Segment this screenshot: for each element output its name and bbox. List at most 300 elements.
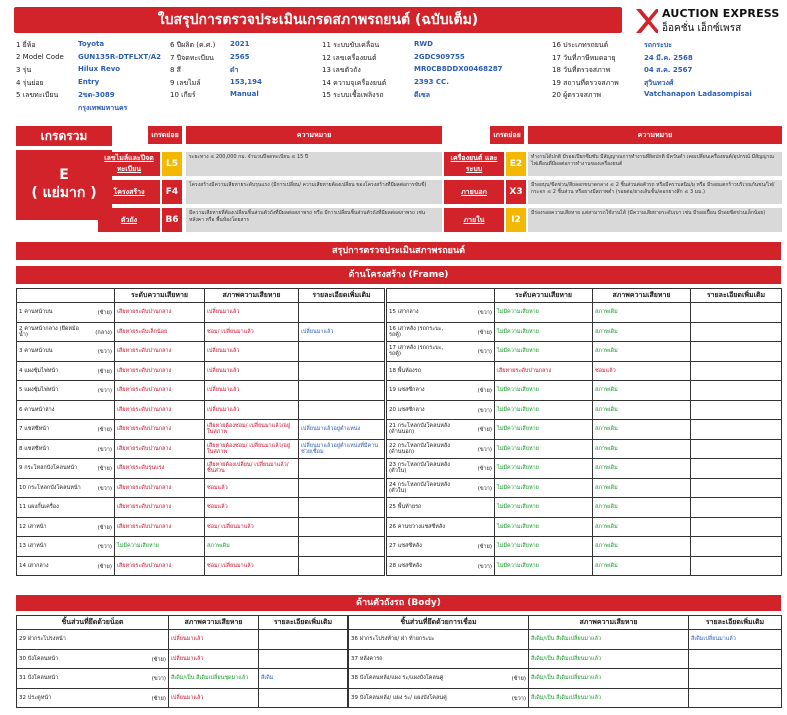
damage-condition: ซ่อม/ เปลี่ยนมาแล้ว bbox=[205, 517, 299, 537]
body-col-condition: สภาพความเสียหาย bbox=[529, 616, 689, 630]
table-row bbox=[387, 342, 782, 362]
info-row bbox=[552, 90, 784, 103]
part-name bbox=[387, 439, 495, 459]
damage-detail bbox=[299, 537, 385, 557]
grade-code-body: B6 bbox=[162, 208, 182, 232]
info-label: 19 สถานที่ตรวจสภาพ bbox=[552, 78, 619, 87]
frame-col-severity: ระดับความเสียหาย bbox=[495, 289, 593, 303]
damage-condition: เปลี่ยนมาแล้ว bbox=[169, 649, 259, 669]
damage-condition: สภาพเดิม bbox=[593, 303, 691, 323]
part-side: (ขวา) bbox=[97, 544, 112, 550]
info-value: กรุงเทพมหานคร bbox=[78, 103, 128, 112]
info-column-1 bbox=[16, 40, 166, 115]
part-name bbox=[387, 322, 495, 342]
part-label: 2 คานหน้ากลาง (ยึดหม้อน้ำ) bbox=[19, 325, 79, 338]
part-side: (ขวา) bbox=[97, 349, 112, 355]
table-row bbox=[387, 498, 782, 518]
meaning-header: ความหมาย bbox=[186, 126, 442, 144]
frame-col-part bbox=[387, 289, 495, 303]
damage-condition: สภาพเดิม bbox=[593, 478, 691, 498]
info-label: 11 ระบบขับเคลื่อน bbox=[322, 41, 380, 49]
body-table-right bbox=[348, 615, 782, 708]
part-label: 37 หลังคารถ bbox=[351, 655, 383, 662]
frame-col-severity: ระดับความเสียหาย bbox=[115, 289, 205, 303]
table-row bbox=[17, 498, 385, 518]
damage-severity: ไม่มีความเสียหาย bbox=[495, 400, 593, 420]
part-side: (ซ้าย) bbox=[477, 388, 492, 394]
frame-col-part bbox=[17, 289, 115, 303]
part-side: (ซ้าย) bbox=[477, 329, 492, 336]
damage-detail bbox=[299, 459, 385, 479]
part-label: 21 กระโหลกบังโคลนหลัง (ด้านนอก) bbox=[389, 423, 450, 436]
frame-col-detail: รายละเอียดเพิ่มเติม bbox=[691, 289, 782, 303]
logo-text-en: AUCTION EXPRESS bbox=[662, 7, 780, 20]
info-row bbox=[552, 40, 784, 53]
part-label: 7 แชสซีหน้า bbox=[19, 426, 50, 432]
table-row bbox=[349, 688, 782, 708]
damage-detail bbox=[259, 649, 348, 669]
part-label: 12 เสาหน้า bbox=[19, 523, 47, 530]
info-row bbox=[322, 90, 542, 103]
info-value: 2ขต-3089 bbox=[78, 91, 115, 99]
part-side: (ขวา) bbox=[477, 407, 492, 414]
damage-condition: ซ่อมแล้ว bbox=[205, 478, 299, 498]
part-name bbox=[387, 537, 495, 557]
damage-severity: ไม่มีความเสียหาย bbox=[495, 420, 593, 440]
part-label: 39 บังโคลนหลัง/ แผง ระ/ แผงบังโคลนคู่ bbox=[351, 694, 447, 701]
info-label: 2 Model Code bbox=[16, 52, 64, 61]
damage-condition: สีเดิม/เป็น สีเดิมเปลี่ยนมาแล้ว bbox=[529, 649, 689, 669]
table-row bbox=[387, 361, 782, 381]
part-name bbox=[387, 517, 495, 537]
damage-detail bbox=[691, 322, 782, 342]
table-row bbox=[17, 478, 385, 498]
part-name bbox=[349, 649, 529, 669]
info-value: สุวินทวงศ์ bbox=[644, 78, 674, 87]
damage-severity: ไม่มีความเสียหาย bbox=[495, 517, 593, 537]
grade-label-interior: ภายใน bbox=[444, 208, 504, 232]
damage-severity: เสียหายระดับปานกลาง bbox=[115, 439, 205, 459]
damage-condition: เปลี่ยนมาแล้ว bbox=[205, 303, 299, 323]
damage-severity: เสียหายระดับปานกลาง bbox=[115, 303, 205, 323]
info-label: 8 สี bbox=[170, 66, 181, 74]
info-value: MR0CB8DDX00468287 bbox=[414, 65, 503, 73]
damage-severity: เสียหายระดับปานกลาง bbox=[115, 517, 205, 537]
part-name bbox=[17, 669, 169, 689]
part-side: (ขวา) bbox=[477, 446, 492, 453]
sub-grade-header: เกรดย่อย bbox=[148, 126, 182, 144]
damage-condition: เปลี่ยนมาแล้ว bbox=[169, 688, 259, 708]
info-row bbox=[170, 78, 320, 91]
info-value: 04 ส.ค. 2567 bbox=[644, 66, 693, 74]
part-label: 22 กระโหลกบังโคลนหลัง (ด้านนอก) bbox=[389, 442, 450, 455]
info-column-4 bbox=[552, 40, 784, 103]
damage-detail bbox=[691, 537, 782, 557]
info-label: 15 ระบบเชื้อเพลิงรถ bbox=[322, 91, 384, 99]
table-row bbox=[17, 459, 385, 479]
table-row bbox=[17, 556, 385, 576]
summary-section-bar: สรุปการตรวจประเมินสภาพรถยนต์ bbox=[16, 242, 781, 260]
info-value: Manual bbox=[230, 90, 259, 98]
info-row bbox=[552, 65, 784, 78]
damage-severity: เสียหายระดับปานกลาง bbox=[115, 381, 205, 401]
part-name bbox=[17, 420, 115, 440]
damage-condition: ซ่อมแล้ว bbox=[205, 498, 299, 518]
damage-severity: เสียหายระดับรุนแรง bbox=[115, 459, 205, 479]
damage-severity: เสียหายระดับปานกลาง bbox=[115, 556, 205, 576]
part-side: (กลาง) bbox=[95, 329, 112, 336]
part-name bbox=[17, 381, 115, 401]
info-row bbox=[170, 65, 320, 78]
damage-detail bbox=[691, 342, 782, 362]
info-row bbox=[16, 40, 166, 53]
damage-detail: เปลี่ยนมาแล้วอยู่ตำแหน่ง bbox=[299, 420, 385, 440]
damage-detail bbox=[299, 303, 385, 323]
damage-detail bbox=[691, 498, 782, 518]
damage-condition: เสียหายต้องซ่อม/ เปลี่ยนมาแล้ว/อยู่ในสภาพ bbox=[205, 439, 299, 459]
damage-detail bbox=[259, 630, 348, 650]
body-col-part: ชิ้นส่วนที่ยึดด้วยการเชื่อม bbox=[349, 616, 529, 630]
part-name bbox=[17, 459, 115, 479]
damage-detail bbox=[689, 669, 782, 689]
info-value: 2GDC909755 bbox=[414, 52, 465, 61]
info-label: 9 เลขไมล์ bbox=[170, 78, 201, 87]
part-side: (ขวา) bbox=[151, 676, 166, 682]
info-row bbox=[16, 78, 166, 91]
grade-label-frame: โครงสร้าง bbox=[98, 180, 160, 204]
part-side: (ซ้าย) bbox=[97, 368, 112, 375]
part-side: (ซ้าย) bbox=[477, 466, 492, 472]
damage-detail bbox=[691, 381, 782, 401]
part-name bbox=[387, 400, 495, 420]
part-label: 25 พื้นท้ายรถ bbox=[389, 504, 422, 510]
table-row bbox=[17, 439, 385, 459]
table-row bbox=[349, 669, 782, 689]
part-name bbox=[17, 649, 169, 669]
part-side: (ขวา) bbox=[477, 349, 492, 355]
damage-detail bbox=[691, 517, 782, 537]
damage-condition: สภาพเดิม bbox=[593, 400, 691, 420]
damage-condition: เสียหายต้องซ่อม/ เปลี่ยนมาแล้ว/อยู่ในสภาพ bbox=[205, 420, 299, 440]
part-label: 15 เสากลาง bbox=[389, 309, 419, 315]
info-value: ดีเซล bbox=[414, 91, 430, 99]
info-column-2 bbox=[170, 40, 320, 103]
part-side: (ขวา) bbox=[97, 485, 112, 492]
info-row bbox=[170, 53, 320, 66]
part-name bbox=[17, 361, 115, 381]
damage-severity: เสียหายระดับปานกลาง bbox=[115, 420, 205, 440]
table-row bbox=[387, 400, 782, 420]
grade-desc-frame: โครงสร้างมีความเสียหายระดับรุนแรง (มีการเปลี่ยน/ ความเสียหายต้องเปลี่ยน ของโครงสร้างที่มีผลต่อการขับขี่) bbox=[186, 180, 442, 204]
damage-detail bbox=[259, 688, 348, 708]
grade-desc-interior: มีร่องรอยความเสียหาย แต่สามารถใช้งานได้ (มีความเสียหายระดับเบา เช่น มีรอยเปื้อน มีรอยขีดข่วนเล็กน้อย) bbox=[528, 208, 782, 232]
body-col-detail: รายละเอียดเพิ่มเติม bbox=[259, 616, 348, 630]
table-row bbox=[349, 649, 782, 669]
info-label: 14 ความจุเครื่องยนต์ bbox=[322, 78, 387, 87]
part-side: (ซ้าย) bbox=[97, 427, 112, 433]
info-row bbox=[16, 103, 166, 116]
part-label: 1 คานหน้าบน bbox=[19, 309, 53, 315]
part-name bbox=[17, 439, 115, 459]
damage-detail bbox=[299, 400, 385, 420]
info-value: Toyota bbox=[78, 40, 105, 48]
part-name bbox=[387, 478, 495, 498]
table-row bbox=[387, 459, 782, 479]
frame-col-detail: รายละเอียดเพิ่มเติม bbox=[299, 289, 385, 303]
logo-x-icon bbox=[634, 7, 658, 35]
part-label: 6 คานหน้าล่าง bbox=[19, 406, 55, 413]
part-label: 10 กระโหลกบังโคลนหน้า bbox=[19, 484, 81, 491]
part-side: (ขวา) bbox=[97, 446, 112, 453]
part-label: 23 กระโหลกบังโคลนหลัง (ตัวใน) bbox=[389, 462, 450, 475]
part-name bbox=[17, 400, 115, 420]
grade-desc-exterior: มีรอยบุบ/ขีดข่วน/สีถลอกขนาดกลาง ≤ 2 ชิ้นส่วนต่อตัวรถ หรือมีคราบสนิม/ผุ หรือ มีรอยแตกร้าวบริเวณกันชน/ไฟ/กระจก ≤ 2 ชิ้นส่วน หรือยางมีสภาพต่ำ (รอยต่อ/ยางเส้นชั้น/ดอกยางสึก ≤ 3 มม.) bbox=[528, 180, 782, 204]
table-row bbox=[17, 381, 385, 401]
part-name bbox=[387, 303, 495, 323]
part-label: 28 แชสซีหลัง bbox=[389, 562, 422, 569]
part-name bbox=[387, 381, 495, 401]
body-col-condition: สภาพความเสียหาย bbox=[169, 616, 259, 630]
part-side: (ซ้าย) bbox=[151, 695, 166, 702]
table-row bbox=[387, 517, 782, 537]
damage-detail bbox=[689, 688, 782, 708]
damage-detail: สีเดิมเปลี่ยนมาแล้ว bbox=[689, 630, 782, 650]
damage-severity: ไม่มีความเสียหาย bbox=[495, 303, 593, 323]
part-label: 19 แชสซีกลาง bbox=[389, 387, 425, 393]
grade-label-body: ตัวถัง bbox=[98, 208, 160, 232]
body-section-bar: ด้านตัวถังรถ (Body) bbox=[16, 595, 781, 611]
table-row bbox=[387, 303, 782, 323]
damage-condition: สภาพเดิม bbox=[593, 322, 691, 342]
info-label: 7 ปีจดทะเบียน bbox=[170, 53, 214, 62]
table-row bbox=[17, 669, 348, 689]
damage-condition: เปลี่ยนมาแล้ว bbox=[169, 630, 259, 650]
damage-severity: ไม่มีความเสียหาย bbox=[495, 498, 593, 518]
table-row bbox=[17, 322, 385, 342]
damage-condition: สีเดิม/เป็น สีเดิมเปลี่ยนชุดมาแล้ว bbox=[169, 669, 259, 689]
grade-desc-mileage: ระยะทาง ≤ 200,000 กม. จำนวนปีจดทะเบียน ≤ 15 ปี bbox=[186, 152, 442, 176]
info-value: 24 มี.ค. 2568 bbox=[644, 53, 693, 62]
part-label: 8 แชสซีหน้า bbox=[19, 445, 50, 452]
vehicle-info bbox=[16, 40, 786, 120]
damage-detail bbox=[689, 649, 782, 669]
part-label: 36 ฝากระโปรงท้าย/ ฝา ท้ายกระบะ bbox=[351, 636, 435, 643]
damage-condition: เปลี่ยนมาแล้ว bbox=[205, 381, 299, 401]
overall-grade-letter: E bbox=[59, 167, 69, 183]
damage-condition: เปลี่ยนมาแล้ว bbox=[205, 342, 299, 362]
table-row bbox=[387, 478, 782, 498]
damage-detail: เปลี่ยนมาแล้วอยู่ตำแหน่งที่มีคานช่วยเชื่อม bbox=[299, 439, 385, 459]
part-side: (ขวา) bbox=[511, 695, 526, 702]
info-value: ดำ bbox=[230, 66, 239, 74]
info-row bbox=[322, 40, 542, 53]
part-name bbox=[387, 498, 495, 518]
damage-severity: ไม่มีความเสียหาย bbox=[495, 439, 593, 459]
damage-detail: สีเดิม bbox=[259, 669, 348, 689]
info-value: รถกระบะ bbox=[644, 41, 672, 49]
info-label: 12 เลขเครื่องยนต์ bbox=[322, 53, 377, 62]
grade-code-frame: F4 bbox=[162, 180, 182, 204]
part-side: (ซ้าย) bbox=[97, 563, 112, 570]
part-side: (ซ้าย) bbox=[97, 524, 112, 531]
body-table-left bbox=[16, 615, 348, 708]
grade-label-exterior: ภายนอก bbox=[444, 180, 504, 204]
grade-panel bbox=[16, 124, 782, 238]
frame-table-right bbox=[386, 288, 782, 576]
overall-grade-header: เกรดรวม bbox=[16, 126, 112, 146]
info-value: 2021 bbox=[230, 40, 250, 48]
grade-label-mileage: เลขไมล์และปีจดทะเบียน bbox=[98, 152, 160, 176]
table-row bbox=[387, 439, 782, 459]
table-row bbox=[17, 361, 385, 381]
info-row bbox=[322, 53, 542, 66]
info-label: 4 รุ่นย่อย bbox=[16, 78, 44, 87]
part-name bbox=[17, 537, 115, 557]
damage-detail bbox=[299, 381, 385, 401]
damage-detail bbox=[691, 478, 782, 498]
part-label: 16 เสาหลัง (รถกระบะ, รถตู้) bbox=[389, 325, 444, 338]
info-value: GUN135R-DTFLXT/A2 bbox=[78, 52, 162, 61]
damage-detail bbox=[691, 556, 782, 576]
grade-desc-body: มีความเสียหายที่ต้องเปลี่ยนชิ้นส่วนตัวถังที่มีผลต่อสภาพรถ หรือ มีการเปลี่ยนชิ้นส่วนตัวถังที่มีผลต่อสภาพรถ เช่น หลังคา หรือ พื้นห้องโดยสาร bbox=[186, 208, 442, 232]
damage-condition: สภาพเดิม bbox=[593, 537, 691, 557]
frame-col-condition: สภาพความเสียหาย bbox=[593, 289, 691, 303]
table-row bbox=[387, 420, 782, 440]
grade-label-engine: เครื่องยนต์ และระบบ bbox=[444, 152, 504, 176]
part-label: 17 เสาหลัง (รถกระบะ, รถตู้) bbox=[389, 345, 444, 358]
body-col-part: ชิ้นส่วนที่ยึดด้วยน็อต bbox=[17, 616, 169, 630]
part-name bbox=[17, 630, 169, 650]
info-label: 10 เกียร์ bbox=[170, 91, 196, 99]
table-row bbox=[17, 517, 385, 537]
damage-condition: สภาพเดิม bbox=[205, 537, 299, 557]
damage-detail bbox=[691, 439, 782, 459]
damage-detail bbox=[691, 303, 782, 323]
part-label: 9 กระโหลกบังโคลนหน้า bbox=[19, 465, 78, 471]
part-label: 26 คานขวางแชสซีหลัง bbox=[389, 523, 445, 530]
part-side: (ขวา) bbox=[97, 388, 112, 394]
part-label: 30 บังโคลนหน้า bbox=[19, 655, 59, 662]
part-side: (ซ้าย) bbox=[97, 310, 112, 316]
info-value: 2393 CC. bbox=[414, 77, 449, 86]
damage-condition: สีเดิม/เป็น สีเดิมเปลี่ยนมาแล้ว bbox=[529, 669, 689, 689]
info-column-3 bbox=[322, 40, 542, 103]
damage-detail bbox=[299, 361, 385, 381]
part-label: 27 แชสซีหลัง bbox=[389, 543, 422, 549]
damage-detail bbox=[299, 556, 385, 576]
damage-condition: สภาพเดิม bbox=[593, 556, 691, 576]
part-name bbox=[387, 342, 495, 362]
table-row bbox=[17, 649, 348, 669]
damage-severity: ไม่มีความเสียหาย bbox=[495, 537, 593, 557]
overall-grade-desc: ( แย่มาก ) bbox=[31, 185, 97, 201]
damage-condition: ซ่อม/ เปลี่ยนมาแล้ว bbox=[205, 322, 299, 342]
part-name bbox=[387, 556, 495, 576]
damage-detail: เปลี่ยนมาแล้ว bbox=[299, 322, 385, 342]
damage-condition: สภาพเดิม bbox=[593, 498, 691, 518]
damage-condition: สภาพเดิม bbox=[593, 459, 691, 479]
part-label: 14 เสากลาง bbox=[19, 562, 49, 569]
table-row bbox=[17, 537, 385, 557]
part-name bbox=[17, 478, 115, 498]
auction-express-logo bbox=[634, 7, 779, 35]
damage-severity: เสียหายระดับปานกลาง bbox=[115, 342, 205, 362]
info-label: 18 วันที่ตรวจสภาพ bbox=[552, 66, 611, 74]
part-label: 13 เสาหน้า bbox=[19, 543, 47, 549]
grade-code-exterior: X3 bbox=[506, 180, 526, 204]
damage-severity: เสียหายระดับปานกลาง bbox=[115, 400, 205, 420]
meaning-header: ความหมาย bbox=[528, 126, 782, 144]
info-label: 6 ปีผลิต (ค.ศ.) bbox=[170, 41, 216, 49]
damage-condition: เสียหายต้องเปลี่ยน/ เปลี่ยนมาแล้ว/ชิ้นส่วน bbox=[205, 459, 299, 479]
damage-severity: ไม่มีความเสียหาย bbox=[495, 342, 593, 362]
part-label: 4 แผงซุ้มไฟหน้า bbox=[19, 367, 59, 374]
header bbox=[0, 0, 787, 36]
info-row bbox=[552, 78, 784, 91]
part-side: (ซ้าย) bbox=[511, 676, 526, 682]
grade-code-interior: I2 bbox=[506, 208, 526, 232]
part-name bbox=[17, 303, 115, 323]
table-row bbox=[17, 400, 385, 420]
info-value: 2565 bbox=[230, 52, 250, 61]
info-row bbox=[16, 65, 166, 78]
info-value: Vatchanapon Ladasompisai bbox=[644, 90, 752, 98]
damage-condition: สภาพเดิม bbox=[593, 439, 691, 459]
damage-severity: เสียหายระดับเล็กน้อย bbox=[115, 322, 205, 342]
part-label: 32 ประตูหน้า bbox=[19, 694, 52, 701]
page-title: ใบสรุปการตรวจประเมินเกรดสภาพรถยนต์ (ฉบับเต็ม) bbox=[14, 7, 622, 33]
table-row bbox=[387, 381, 782, 401]
damage-detail bbox=[299, 478, 385, 498]
info-label: 17 วันที่ภาษีหมดอายุ bbox=[552, 53, 616, 62]
damage-detail bbox=[299, 342, 385, 362]
part-side: (ซ้าย) bbox=[477, 427, 492, 433]
damage-condition: ซ่อมแล้ว bbox=[593, 361, 691, 381]
table-row bbox=[17, 630, 348, 650]
damage-condition: สภาพเดิม bbox=[593, 420, 691, 440]
part-label: 18 พื้นห้องรถ bbox=[389, 367, 422, 374]
part-side: (ซ้าย) bbox=[477, 544, 492, 550]
info-row bbox=[552, 53, 784, 66]
damage-severity: ไม่มีความเสียหาย bbox=[495, 381, 593, 401]
part-side: (ซ้าย) bbox=[151, 656, 166, 663]
part-name bbox=[17, 498, 115, 518]
table-row bbox=[349, 630, 782, 650]
part-name bbox=[387, 361, 495, 381]
part-label: 31 บังโคลนหน้า bbox=[19, 675, 59, 682]
part-name bbox=[17, 342, 115, 362]
damage-severity: เสียหายระดับปานกลาง bbox=[115, 498, 205, 518]
frame-col-condition: สภาพความเสียหาย bbox=[205, 289, 299, 303]
damage-detail bbox=[299, 498, 385, 518]
table-row bbox=[17, 342, 385, 362]
part-name bbox=[17, 688, 169, 708]
part-label: 3 คานหน้าบน bbox=[19, 348, 53, 354]
part-label: 11 แผงกั้นเครื่อง bbox=[19, 504, 59, 510]
info-row bbox=[16, 90, 166, 103]
info-value: Hilux Revo bbox=[78, 65, 121, 73]
damage-severity: เสียหายระดับปานกลาง bbox=[115, 478, 205, 498]
logo-text-th: อ็อคชั่น เอ็กซ์เพรส bbox=[662, 23, 742, 34]
info-label: 1 ยี่ห้อ bbox=[16, 41, 36, 49]
part-name bbox=[387, 459, 495, 479]
damage-severity: ไม่มีความเสียหาย bbox=[495, 478, 593, 498]
part-name bbox=[17, 556, 115, 576]
info-row bbox=[16, 53, 166, 66]
damage-severity: ไม่มีความเสียหาย bbox=[495, 322, 593, 342]
info-row bbox=[322, 78, 542, 91]
part-label: 20 แชสซีกลาง bbox=[389, 406, 425, 413]
